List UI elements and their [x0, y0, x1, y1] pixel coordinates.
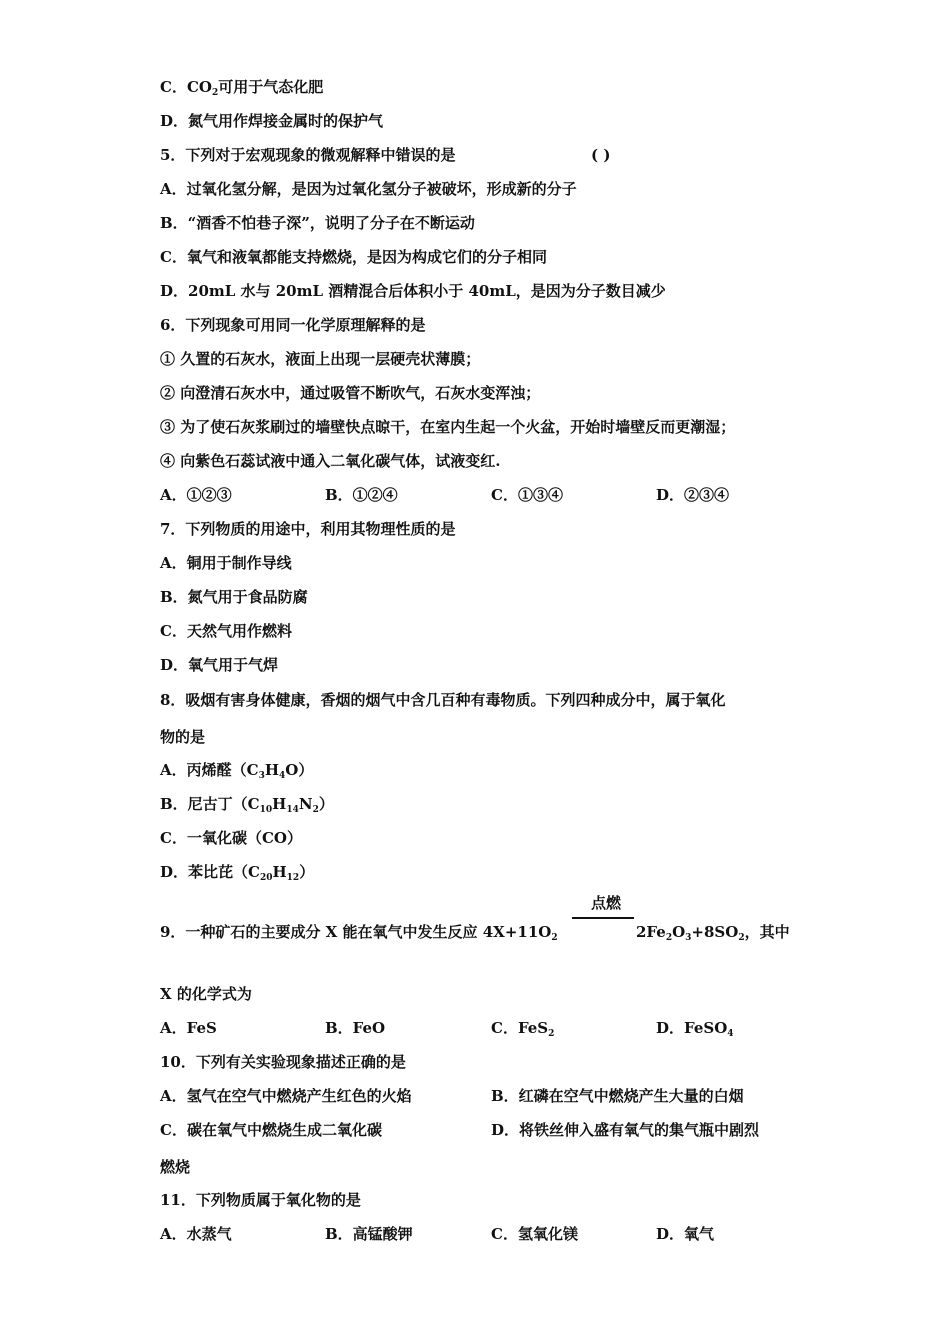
q10-option-d: D．将铁丝伸入盛有氧气的集气瓶中剧烈 [491, 1121, 760, 1139]
q6-option-c: C．①③④ [491, 486, 563, 504]
q5-option-d: D．20mL 水与 20mL 酒精混合后体积小于 40mL，是因为分子数目减少 [160, 282, 666, 300]
q7-option-b: B．氮气用于食品防腐 [160, 588, 308, 606]
reaction-condition: 点燃 [590, 894, 621, 912]
q6-stem: 6．下列现象可用同一化学原理解释的是 [160, 316, 426, 334]
q5-answer-paren: ( ) [591, 146, 611, 164]
q10-option-d-continued: 燃烧 [160, 1158, 191, 1176]
q9-option-d: D．FeSO$_4$ [656, 1019, 734, 1039]
reaction-arrow-line [572, 917, 634, 919]
q11-option-b: B．高锰酸钾 [325, 1225, 413, 1243]
q7-option-d: D．氧气用于气焊 [160, 656, 279, 674]
q4-option-c: C．$CO_2$可用于气态化肥 [160, 78, 324, 98]
q11-option-d: D．氧气 [656, 1225, 715, 1243]
q7-option-a: A．铜用于制作导线 [160, 554, 292, 572]
q6-option-b: B．①②④ [325, 486, 398, 504]
q6-option-d: D．②③④ [656, 486, 730, 504]
q6-statement-4: ④ 向紫色石蕊试液中通入二氧化碳气体，试液变红. [160, 452, 501, 470]
q4-option-d: D．氮气用作焊接金属时的保护气 [160, 112, 384, 130]
q5-option-b: B．“酒香不怕巷子深”，说明了分子在不断运动 [160, 214, 475, 232]
q11-option-a: A．水蒸气 [160, 1225, 232, 1243]
q9-option-b: B．FeO [325, 1019, 386, 1037]
q9-reaction-products: $2Fe_2O_3+8SO_2$，其中 [636, 923, 790, 943]
q6-option-a: A．①②③ [160, 486, 232, 504]
q11-option-c: C．氢氧化镁 [491, 1225, 578, 1243]
q5-option-a: A．过氧化氢分解，是因为过氧化氢分子被破坏，形成新的分子 [160, 180, 577, 198]
q9-stem-line-2: X 的化学式为 [160, 985, 252, 1003]
q8-option-b: B．尼古丁$(C_{10}H_{14}N_2)$ [160, 795, 334, 815]
q9-option-a: A．FeS [160, 1019, 217, 1037]
q9-stem-line-1: 9．一种矿石的主要成分 X 能在氧气中发生反应 $4X+11O_2$ [160, 923, 558, 943]
q6-statement-2: ② 向澄清石灰水中，通过吸管不断吹气，石灰水变浑浊； [160, 384, 541, 402]
q7-option-c: C．天然气用作燃料 [160, 622, 292, 640]
q9-option-c: C．FeS$_2$ [491, 1019, 555, 1039]
q8-option-a: A．丙烯醛$(C_3H_4O)$ [160, 761, 314, 781]
q10-option-c: C．碳在氧气中燃烧生成二氧化碳 [160, 1121, 382, 1139]
q8-stem-line-1: 8．吸烟有害身体健康，香烟的烟气中含几百种有毒物质。下列四种成分中，属于氧化 [160, 691, 726, 709]
q8-stem-line-2: 物的是 [160, 728, 206, 746]
q10-stem: 10．下列有关实验现象描述正确的是 [160, 1053, 406, 1071]
q5-option-c: C．氧气和液氧都能支持燃烧，是因为构成它们的分子相同 [160, 248, 547, 266]
q6-statement-3: ③ 为了使石灰浆刷过的墙壁快点晾干，在室内生起一个火盆，开始时墙壁反而更潮湿； [160, 418, 736, 436]
q10-option-a: A．氢气在空气中燃烧产生红色的火焰 [160, 1087, 412, 1105]
q8-option-d: D．苯比芘$(C_{20}H_{12})$ [160, 863, 315, 883]
q6-statement-1: ① 久置的石灰水，液面上出现一层硬壳状薄膜； [160, 350, 481, 368]
q11-stem: 11．下列物质属于氧化物的是 [160, 1191, 361, 1209]
q10-option-b: B．红磷在空气中燃烧产生大量的白烟 [491, 1087, 744, 1105]
q5-stem: 5．下列对于宏观现象的微观解释中错误的是 [160, 146, 456, 164]
q8-option-c: C．一氧化碳（CO） [160, 829, 302, 847]
q7-stem: 7．下列物质的用途中，利用其物理性质的是 [160, 520, 456, 538]
